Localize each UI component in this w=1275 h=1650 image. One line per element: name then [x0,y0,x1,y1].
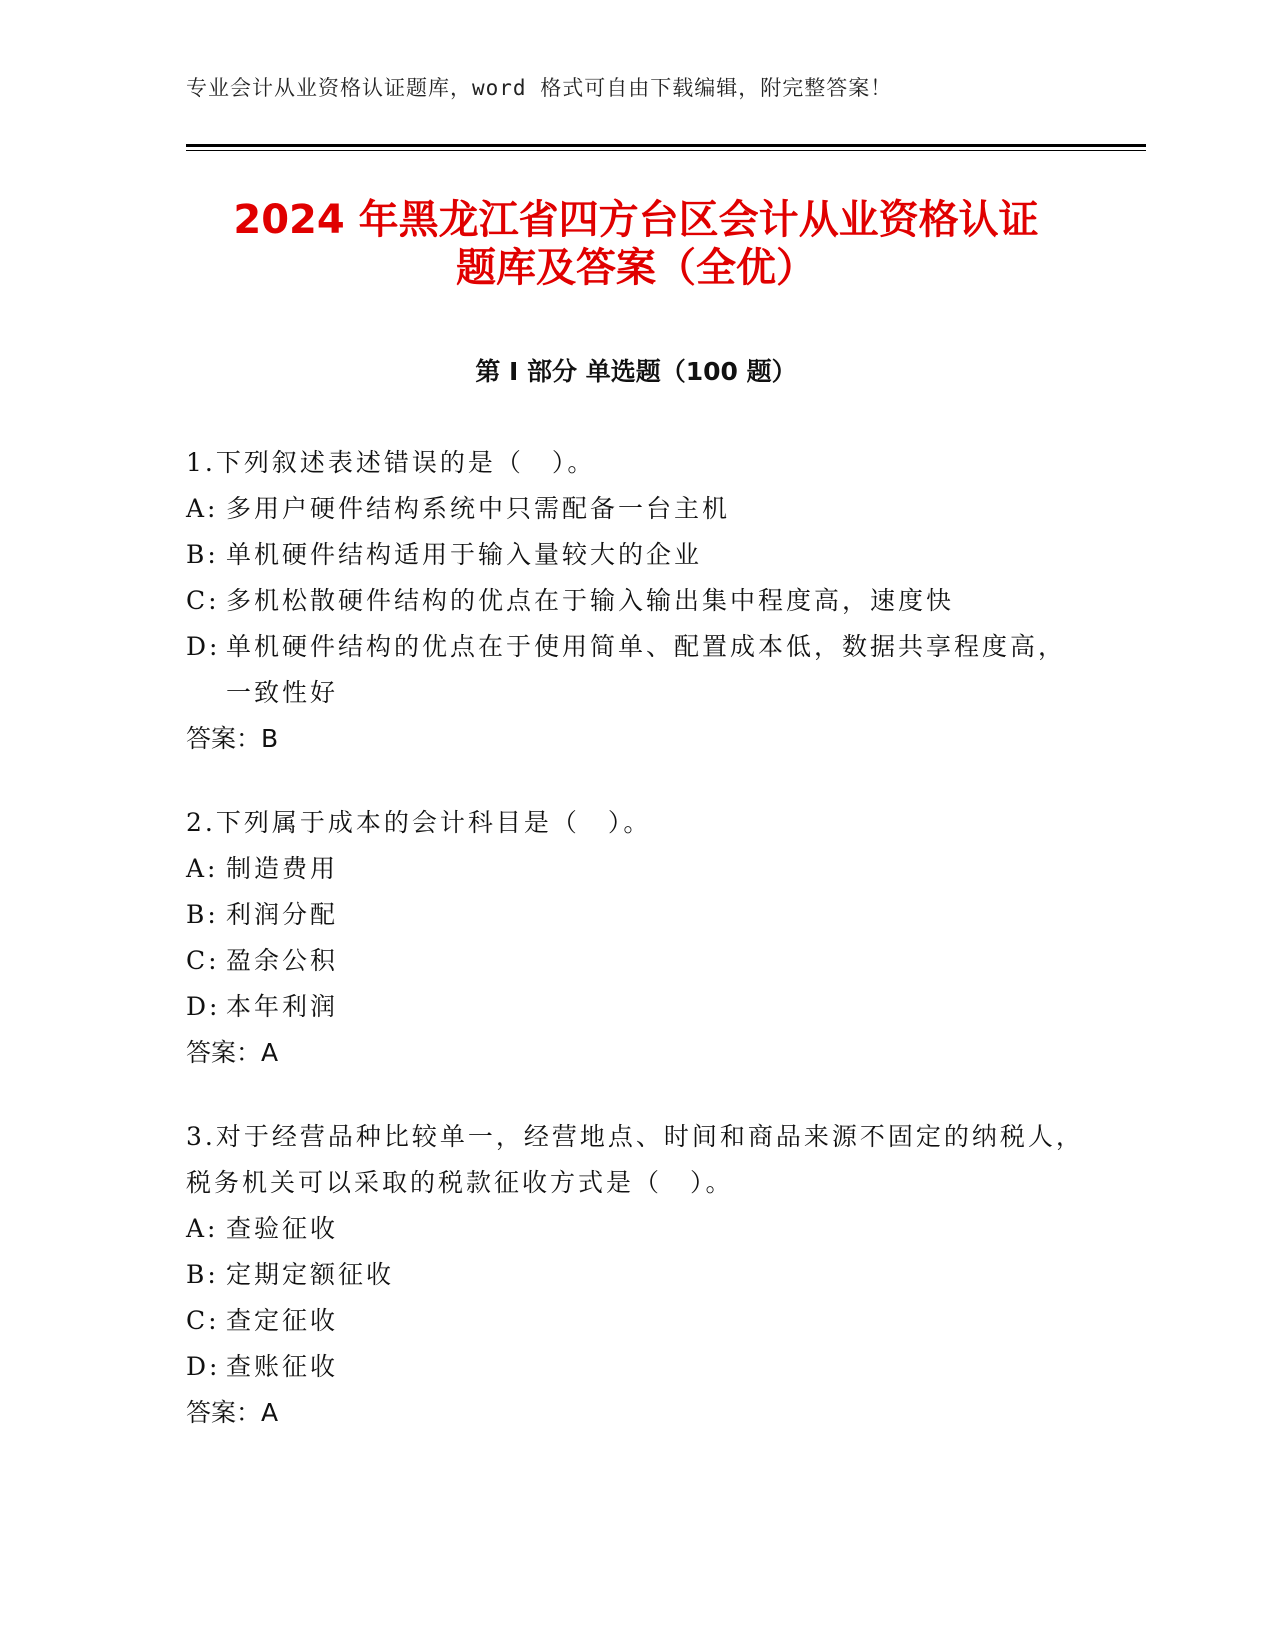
option-text: 多机松散硬件结构的优点在于输入输出集中程度高，速度快 [226,586,955,615]
title-line-2: 题库及答案（全优） [456,245,816,291]
question-3 [186,1114,1086,1436]
answer: 答案：A [186,1398,279,1427]
option-text: 查验征收 [226,1214,339,1243]
option-c [186,578,1086,624]
option-c [186,938,1086,984]
option-text: 利润分配 [226,900,339,929]
section-title: 第 I 部分 单选题（100 题） [475,357,797,386]
option-d [186,984,1086,1030]
question-list [186,440,1086,1474]
option-letter: C: [186,946,220,975]
option-d [186,624,1086,716]
question-stem: 1.下列叙述表述错误的是（ ）。 [186,448,596,477]
option-text: 单机硬件结构适用于输入量较大的企业 [226,540,703,569]
option-letter: B: [186,1260,219,1289]
question-1 [186,440,1086,762]
header-rule-thin [186,150,1146,151]
header-note: 专业会计从业资格认证题库，word 格式可自由下载编辑，附完整答案！ [186,76,893,100]
option-letter: A: [186,854,219,883]
question-stem: 3.对于经营品种比较单一，经营地点、时间和商品来源不固定的纳税人，税务机关可以采取的税款征收方式是（ ）。 [186,1122,1084,1197]
document-title [186,196,1086,292]
option-b [186,532,1086,578]
option-text: 单机硬件结构的优点在于使用简单、配置成本低，数据共享程度高，一致性好 [226,632,1067,707]
option-letter: B: [186,900,219,929]
option-text: 查定征收 [226,1306,339,1335]
header-rule-thick [186,144,1146,147]
answer: 答案：B [186,724,279,753]
option-text: 制造费用 [226,854,339,883]
option-letter: B: [186,540,219,569]
option-text: 盈余公积 [226,946,339,975]
option-letter: C: [186,1306,220,1335]
answer: 答案：A [186,1038,279,1067]
option-letter: A: [186,494,219,523]
option-letter: A: [186,1214,219,1243]
question-2 [186,800,1086,1076]
option-letter: C: [186,586,220,615]
title-line-1: 2024 年黑龙江省四方台区会计从业资格认证 [233,197,1039,243]
option-text: 本年利润 [226,992,339,1021]
option-letter: D: [186,632,221,661]
option-a [186,486,1086,532]
option-c [186,1298,1086,1344]
option-a [186,846,1086,892]
option-d [186,1344,1086,1390]
option-text: 查账征收 [226,1352,339,1381]
option-letter: D: [186,1352,221,1381]
option-text: 定期定额征收 [226,1260,395,1289]
option-b [186,892,1086,938]
option-b [186,1252,1086,1298]
option-letter: D: [186,992,221,1021]
option-text: 多用户硬件结构系统中只需配备一台主机 [226,494,731,523]
option-a [186,1206,1086,1252]
question-stem: 2.下列属于成本的会计科目是（ ）。 [186,808,652,837]
